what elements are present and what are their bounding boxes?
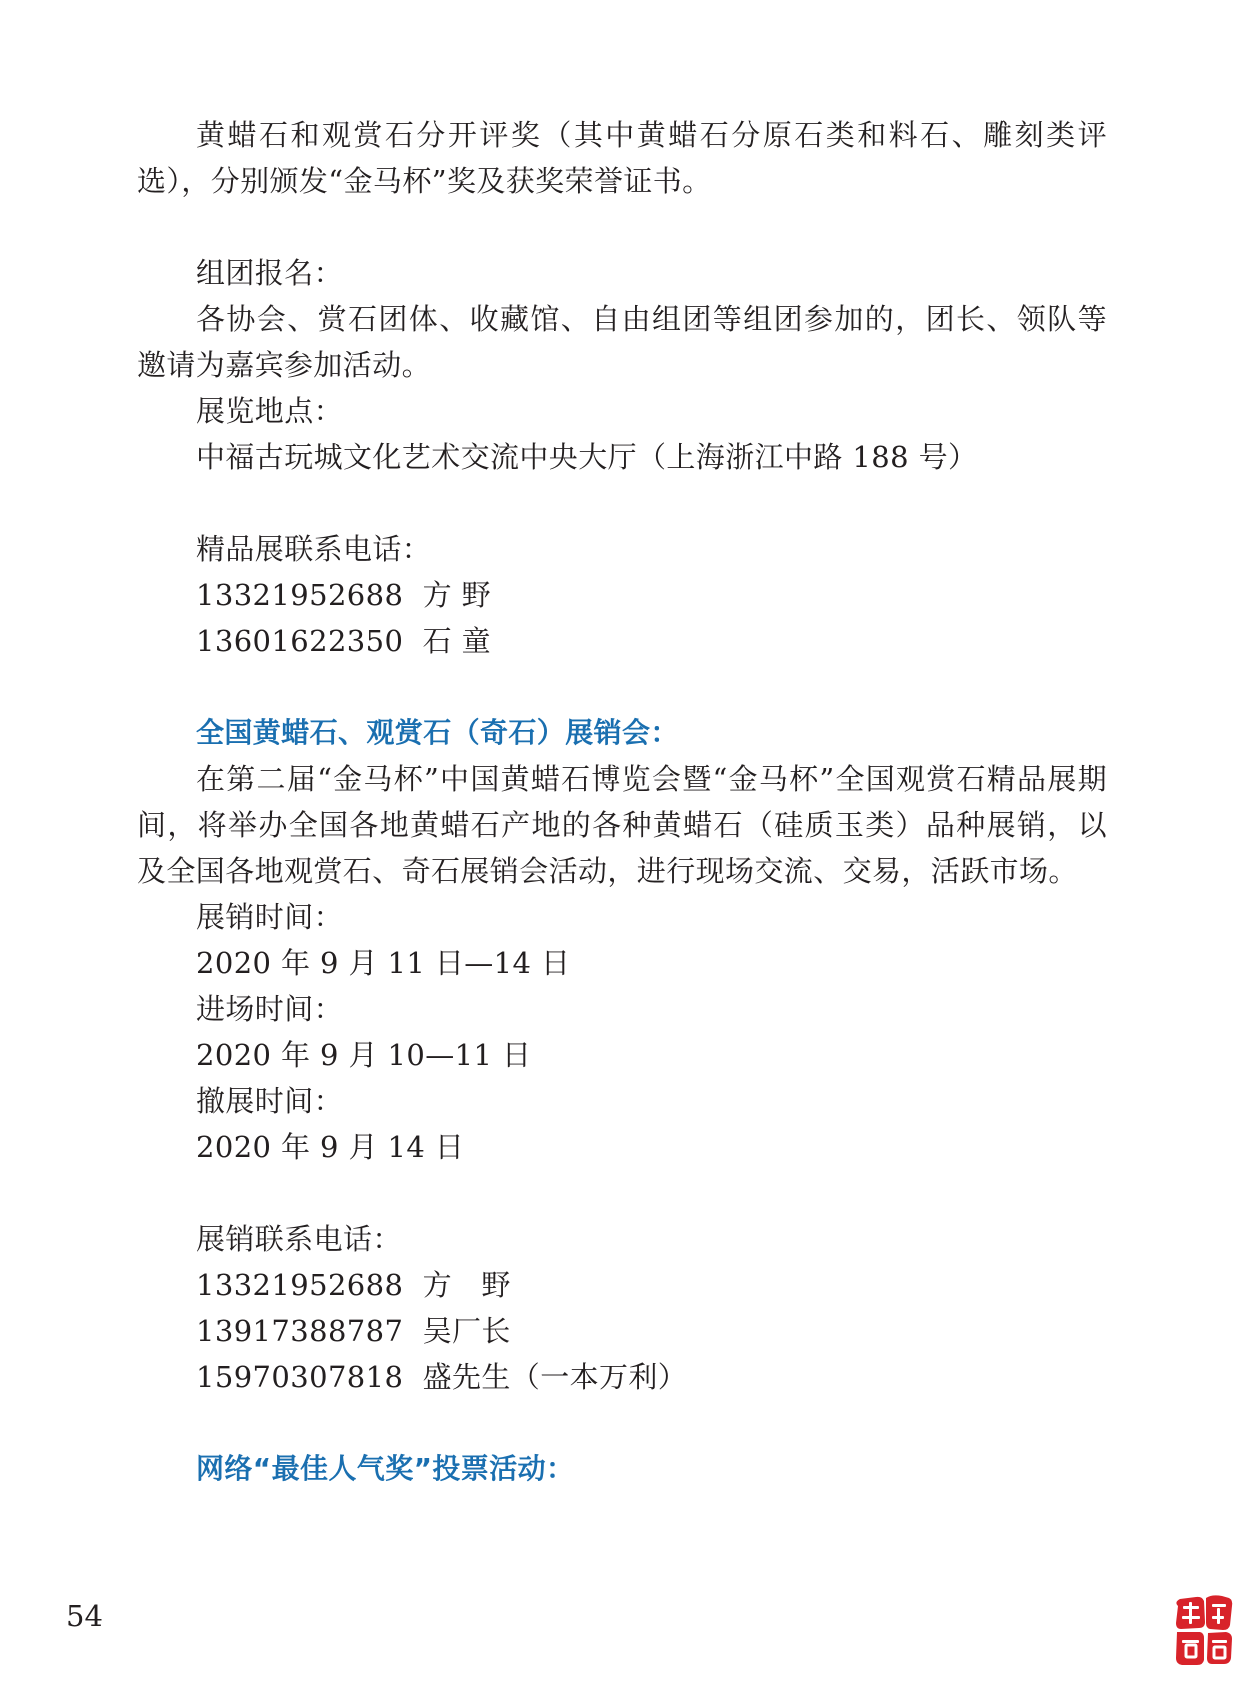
- page-content: [137, 112, 1107, 1492]
- online-vote-heading: 网络“最佳人气奖”投票活动：: [196, 1452, 575, 1485]
- entry-time-value: 2020 年 9 月 10—11 日: [196, 1038, 532, 1072]
- spacer: [137, 1400, 1107, 1446]
- exhibition-contact-1: 13321952688 方 野: [196, 578, 492, 612]
- sale-time-value: 2020 年 9 月 11 日—14 日: [196, 946, 571, 980]
- group-registration-label: 组团报名：: [196, 256, 344, 290]
- teardown-time-value: 2020 年 9 月 14 日: [196, 1130, 465, 1164]
- sale-fair-paragraph: 在第二届“金马杯”中国黄蜡石博览会暨“金马杯”全国观赏石精品展期间，将举办全国各地黄蜡石产地的各种黄蜡石（硅质玉类）品种展销，以及全国各地观赏石、奇石展销会活动，进行现场交流、交易，活跃市场。: [137, 762, 1107, 888]
- sale-contact-2: 13917388787 吴厂长: [196, 1314, 511, 1348]
- entry-time-label: 进场时间：: [196, 992, 344, 1026]
- exhibition-contact-2: 13601622350 石 童: [196, 624, 492, 658]
- spacer: [137, 204, 1107, 250]
- page-number: 54: [66, 1599, 103, 1633]
- sale-contact-label: 展销联系电话：: [196, 1222, 402, 1256]
- venue-label: 展览地点：: [196, 394, 344, 428]
- sale-time-label: 展销时间：: [196, 900, 344, 934]
- sale-contact-1: 13321952688 方 野: [196, 1268, 511, 1302]
- teardown-time-label: 撤展时间：: [196, 1084, 344, 1118]
- sale-contact-3: 15970307818 盛先生（一本万利）: [196, 1360, 688, 1394]
- award-paragraph: 黄蜡石和观赏石分开评奖（其中黄蜡石分原石类和料石、雕刻类评选），分别颁发“金马杯”奖及获奖荣誉证书。: [137, 118, 1107, 198]
- venue-text: 中福古玩城文化艺术交流中央大厅（上海浙江中路 188 号）: [196, 440, 978, 474]
- group-registration-text: 各协会、赏石团体、收藏馆、自由组团等组团参加的，团长、领队等邀请为嘉宾参加活动。: [137, 302, 1107, 382]
- huaxia-qishi-seal-logo: [1172, 1592, 1234, 1670]
- spacer: [137, 664, 1107, 710]
- exhibition-contact-label: 精品展联系电话：: [196, 532, 432, 566]
- spacer: [137, 480, 1107, 526]
- sale-fair-heading: 全国黄蜡石、观赏石（奇石）展销会：: [196, 716, 679, 749]
- spacer: [137, 1170, 1107, 1216]
